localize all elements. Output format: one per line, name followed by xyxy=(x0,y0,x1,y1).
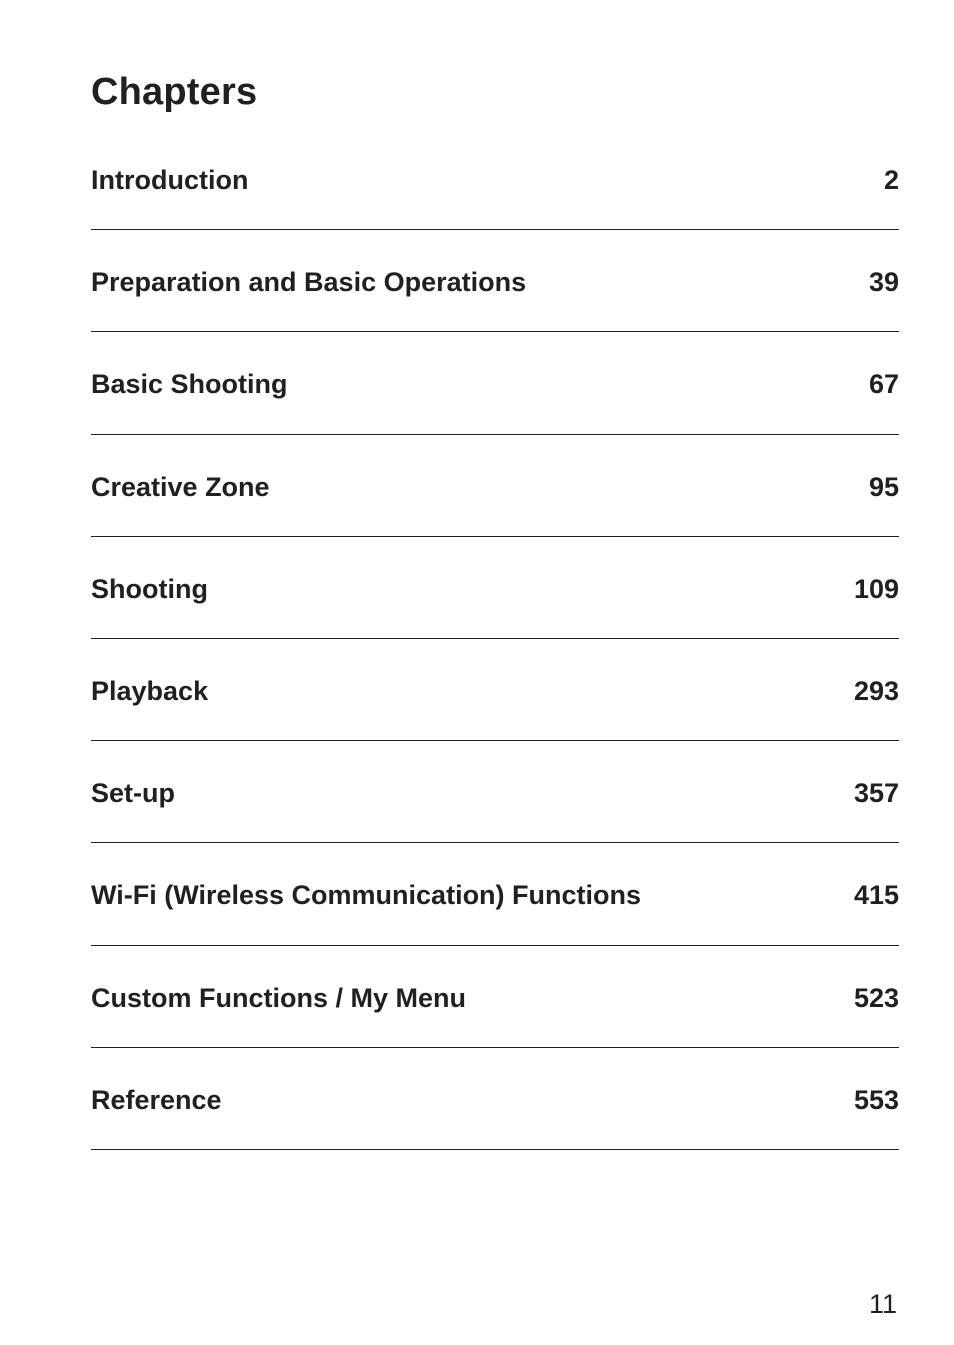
page-number: 11 xyxy=(868,1289,897,1319)
chapter-entry-set-up[interactable] xyxy=(91,741,899,843)
chapter-page-number: 2 xyxy=(883,165,899,195)
chapter-page-number: 95 xyxy=(868,471,899,502)
chapter-entry-preparation[interactable] xyxy=(91,230,899,332)
chapter-page-number: 39 xyxy=(868,267,899,298)
chapter-page-number: 67 xyxy=(868,369,899,400)
chapter-title: Introduction xyxy=(91,165,249,195)
chapter-entry-wifi[interactable] xyxy=(91,843,899,945)
chapter-title: Shooting xyxy=(91,573,208,604)
chapter-entry-custom-functions[interactable] xyxy=(91,946,899,1048)
chapter-title: Set-up xyxy=(91,778,175,809)
chapter-entry-playback[interactable] xyxy=(91,639,899,741)
page-title: Chapters xyxy=(91,71,258,113)
chapter-title: Basic Shooting xyxy=(91,369,288,400)
chapter-title: Custom Functions / My Menu xyxy=(91,982,466,1013)
chapter-title: Reference xyxy=(91,1084,222,1115)
chapter-entry-creative-zone[interactable] xyxy=(91,435,899,537)
chapter-page-number: 553 xyxy=(853,1084,899,1115)
chapter-title: Playback xyxy=(91,675,209,706)
chapter-page-number: 415 xyxy=(853,880,899,911)
chapter-title: Preparation and Basic Operations xyxy=(91,267,527,298)
chapter-title: Creative Zone xyxy=(91,471,270,502)
chapter-page-number: 293 xyxy=(853,675,899,706)
chapter-list xyxy=(91,128,899,1150)
chapter-page-number: 109 xyxy=(853,573,899,604)
chapter-entry-reference[interactable] xyxy=(91,1048,899,1150)
chapter-entry-basic-shooting[interactable] xyxy=(91,332,899,434)
chapter-page-number: 523 xyxy=(853,982,899,1013)
chapter-page-number: 357 xyxy=(853,778,899,809)
chapter-entry-introduction[interactable] xyxy=(91,128,899,230)
chapter-title: Wi-Fi (Wireless Communication) Functions xyxy=(91,880,642,911)
chapter-entry-shooting[interactable] xyxy=(91,537,899,639)
